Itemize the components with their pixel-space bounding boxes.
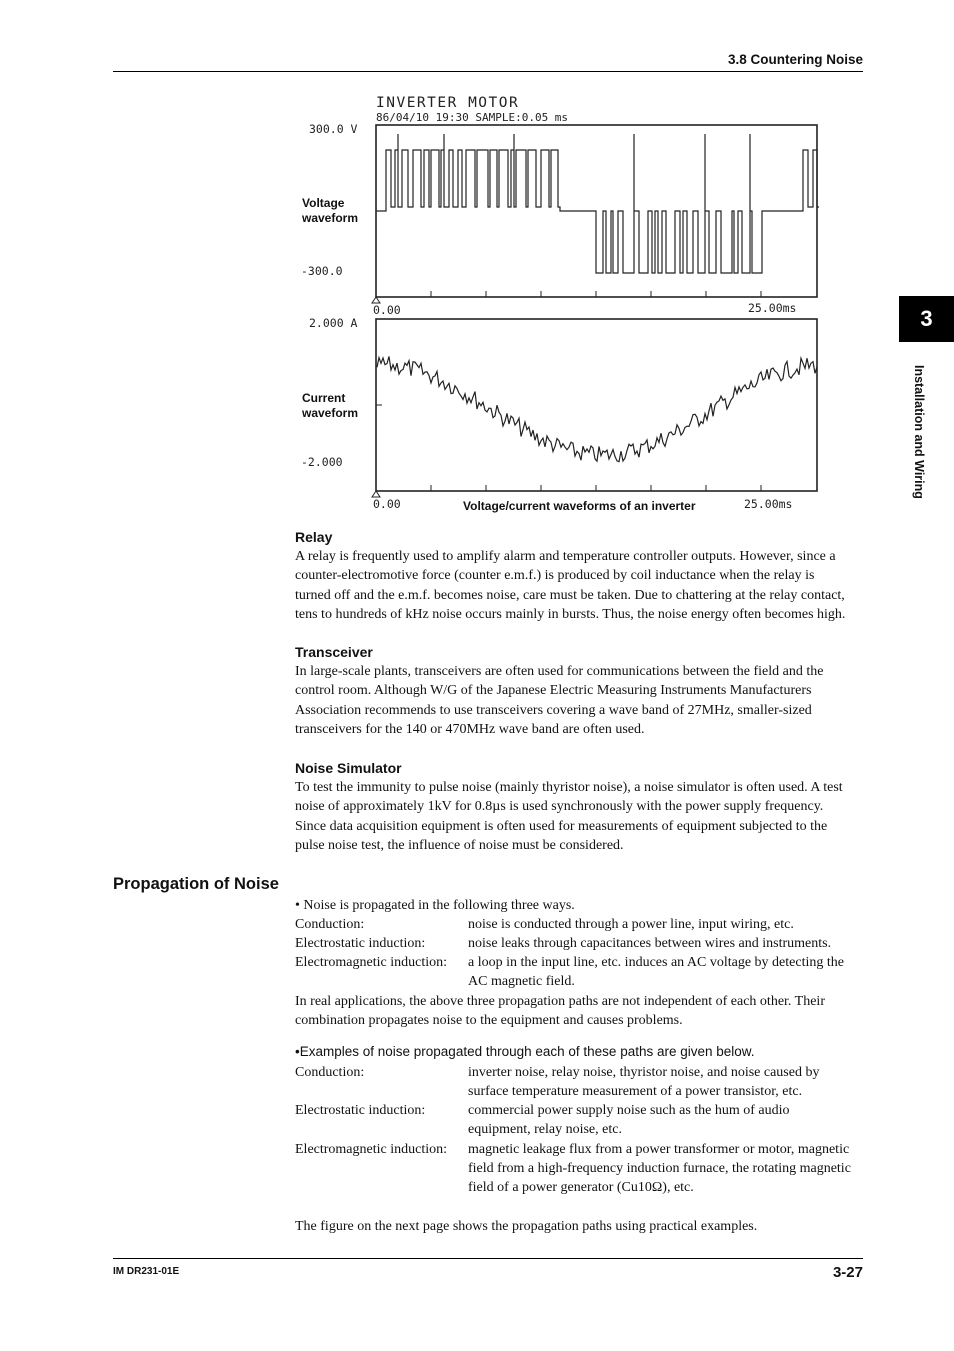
propagation-way-desc: AC magnetic field. — [468, 974, 575, 989]
examples-intro: •Examples of noise propagated through each of these paths are given below. — [295, 1044, 755, 1059]
relay-line: turned off and the e.m.f. becomes noise, care must be taken. Due to chattering at the relay contact, — [295, 587, 845, 603]
voltage-x-end-label: 25.00ms — [748, 301, 797, 315]
footer-rule — [113, 1258, 863, 1259]
waveform-figure — [293, 92, 823, 520]
noise-simulator-line: noise of approximately 1kV for 0.8µs is used synchronously with the power supply frequency. — [295, 799, 824, 815]
relay-heading: Relay — [295, 529, 333, 545]
example-desc: field from a high-frequency induction furnace, the rotating magnetic — [468, 1161, 851, 1176]
example-desc: magnetic leakage flux from a power transformer or motor, magnetic — [468, 1142, 850, 1157]
example-desc: field of a power generator (Cu10Ω), etc. — [468, 1180, 694, 1195]
propagation-intro: • Noise is propagated in the following three ways. — [295, 898, 575, 913]
current-ymax-label: 2.000 A — [309, 316, 358, 330]
header-rule — [113, 71, 863, 72]
propagation-way-desc: noise leaks through capacitances between wires and instruments. — [468, 936, 832, 951]
noise-simulator-paragraph — [295, 778, 870, 855]
transceiver-line: Association recommends to use transceivers covering a wave band of 27MHz, smaller-sized — [295, 702, 812, 718]
propagation-way-label: Electrostatic induction: — [295, 936, 426, 951]
chapter-tab: 3 — [899, 296, 954, 342]
chapter-title: Installation and Wiring — [912, 365, 926, 499]
propagation-heading: Propagation of Noise — [113, 875, 279, 893]
running-head: 3.8 Countering Noise — [727, 52, 863, 67]
figure-caption: Voltage/current waveforms of an inverter — [463, 499, 696, 513]
transceiver-heading: Transceiver — [295, 644, 373, 660]
propagation-way-desc: a loop in the input line, etc. induces an AC voltage by detecting the — [468, 955, 844, 970]
noise-simulator-line: pulse noise test, the influence of noise must be considered. — [295, 837, 624, 853]
current-x-end-label: 25.00ms — [744, 497, 793, 511]
document-id: IM DR231-01E — [113, 1266, 180, 1277]
transceiver-paragraph — [295, 662, 870, 739]
closing-sentence: The figure on the next page shows the propagation paths using practical examples. — [295, 1219, 758, 1234]
relay-line: counter-electromotive force (counter e.m.f.) is produced by coil inductance when the relay is — [295, 568, 815, 584]
example-desc: inverter noise, relay noise, thyristor noise, and noise caused by — [468, 1065, 820, 1080]
figure-title-line2: 86/04/10 19:30 SAMPLE:0.05 ms — [376, 111, 569, 124]
voltage-axis-label-line2: waveform — [302, 211, 359, 225]
propagation-para-line: In real applications, the above three propagation paths are not independent of each other. Their — [295, 994, 825, 1009]
current-axis-label-line2: waveform — [302, 406, 359, 420]
voltage-ymax-label: 300.0 V — [309, 122, 358, 136]
transceiver-line: transceivers for the 140 or 470MHz wave band are often used. — [295, 721, 645, 737]
example-label: Electrostatic induction: — [295, 1103, 426, 1118]
current-waveform-trace — [377, 356, 817, 461]
relay-line: tens to hundreds of kHz noise occurs mainly in bursts. Thus, the noise energy often becomes high. — [295, 606, 846, 622]
example-label: Electromagnetic induction: — [295, 1142, 448, 1157]
relay-paragraph — [295, 547, 870, 624]
propagation-way-desc: noise is conducted through a power line, input wiring, etc. — [468, 917, 794, 932]
voltage-x-start-label: 0.00 — [373, 303, 401, 317]
voltage-ymin-label: -300.0 — [301, 264, 343, 278]
current-x-start-label: 0.00 — [373, 497, 401, 511]
propagation-way-label: Electromagnetic induction: — [295, 955, 448, 970]
transceiver-line: control room. Although W/G of the Japanese Electric Measuring Instruments Manufacturers — [295, 683, 812, 699]
example-desc: equipment, relay noise, etc. — [468, 1122, 622, 1137]
relay-line: A relay is frequently used to amplify alarm and temperature controller outputs. However, since a — [295, 549, 836, 564]
noise-simulator-heading: Noise Simulator — [295, 760, 402, 776]
transceiver-line: In large-scale plants, transceivers are often used for communications between the field and the — [295, 664, 824, 679]
propagation-para-line: combination propagates noise to the equipment and causes problems. — [295, 1013, 683, 1029]
current-plot-frame — [376, 319, 817, 491]
propagation-paragraph — [295, 992, 870, 1031]
example-desc: surface temperature measurement of a power transistor, etc. — [468, 1084, 803, 1099]
propagation-way-label: Conduction: — [295, 917, 365, 932]
current-axis-label-line1: Current — [302, 391, 346, 405]
page-number: 3-27 — [832, 1264, 863, 1281]
figure-title-line1: INVERTER MOTOR — [376, 95, 520, 111]
voltage-waveform-trace — [377, 134, 819, 273]
voltage-ticks — [376, 211, 761, 297]
example-desc: commercial power supply noise such as the hum of audio — [468, 1103, 790, 1118]
noise-simulator-line: To test the immunity to pulse noise (mainly thyristor noise), a noise simulator is often used. A test — [295, 780, 843, 795]
chapter-side-label — [912, 365, 934, 525]
noise-simulator-line: Since data acquisition equipment is often used for measurements of equipment subjected to the — [295, 818, 828, 834]
example-label: Conduction: — [295, 1065, 365, 1080]
voltage-axis-label-line1: Voltage — [302, 196, 345, 210]
current-ymin-label: -2.000 — [301, 455, 343, 469]
